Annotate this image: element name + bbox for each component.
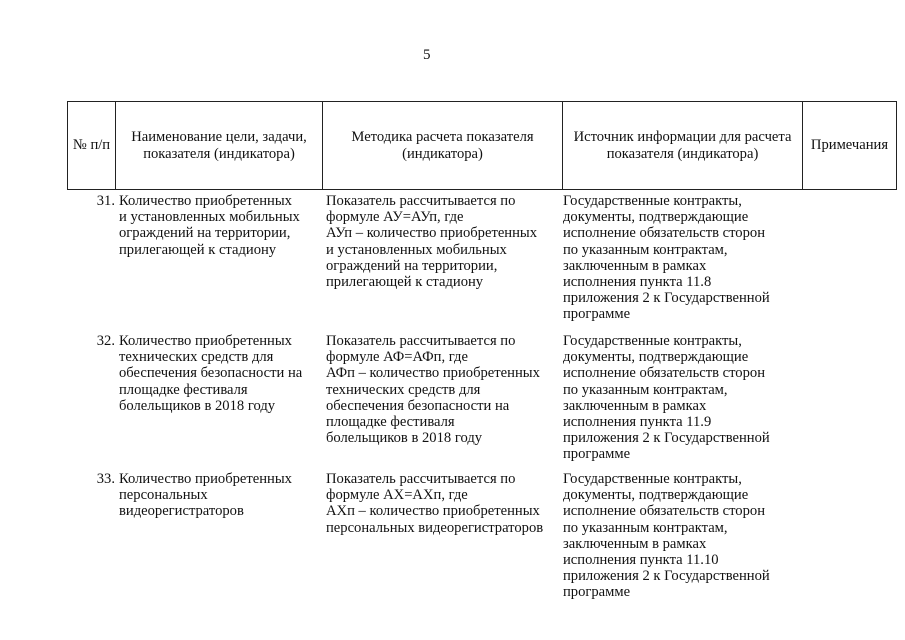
row-method-line: формуле АФ=АФп, где (326, 349, 468, 366)
row-method-line: ограждений на территории, (326, 257, 498, 274)
row-source (562, 471, 802, 611)
row-name-line: Количество приобретенных (119, 193, 292, 209)
row-method-line: АФп – количество приобретенных (326, 365, 540, 382)
row-source-line: исполнение обязательств сторон (563, 503, 766, 520)
row-source-line: по указанным контрактам, (563, 381, 728, 398)
table-body (67, 193, 892, 611)
row-note (802, 471, 892, 611)
row-method-line: технических средств для (326, 381, 481, 398)
row-source-line: программе (563, 306, 631, 323)
row-method-line: болельщиков в 2018 году (326, 430, 483, 447)
header-num: № п/п (68, 102, 116, 190)
row-name (115, 333, 322, 471)
row-source-line: исполнение обязательств сторон (563, 225, 766, 242)
header-method: Методика расчета показателя (индикатора) (323, 102, 563, 190)
row-source-line: Государственные контракты, (563, 471, 742, 487)
row-method (322, 333, 562, 471)
row-name-line: персональных (119, 487, 208, 504)
row-source-line: исполнения пункта 11.10 (563, 552, 719, 569)
row-name-line: технических средств для (119, 349, 274, 366)
header-notes: Примечания (803, 102, 897, 190)
row-source-line: приложения 2 к Государственной (563, 290, 770, 307)
row-name-line: видеорегистраторов (119, 503, 244, 520)
table-row (67, 333, 892, 471)
row-method-line: формуле АХ=АХп, где (326, 487, 468, 504)
row-name (115, 471, 322, 611)
row-name-line: прилегающей к стадиону (119, 241, 277, 258)
row-method-line: и установленных мобильных (326, 241, 507, 258)
page-number: 5 (423, 47, 431, 63)
table-header (67, 101, 897, 190)
row-name-line: Количество приобретенных (119, 471, 292, 487)
row-name-line: Количество приобретенных (119, 333, 292, 349)
row-method-line: АХп – количество приобретенных (326, 503, 540, 520)
row-method-line: Показатель рассчитывается по (326, 471, 516, 487)
row-source-line: заключенным в рамках (563, 257, 707, 274)
header-row (68, 102, 897, 190)
row-source (562, 193, 802, 333)
row-source-line: программе (563, 446, 631, 463)
row-source-line: приложения 2 к Государственной (563, 430, 770, 447)
row-source-line: исполнение обязательств сторон (563, 365, 766, 382)
table-row (67, 471, 892, 611)
row-method-line: обеспечения безопасности на (326, 397, 510, 414)
row-name-line: обеспечения безопасности на (119, 365, 303, 382)
row-method-line: персональных видеорегистраторов (326, 519, 544, 536)
row-source-line: по указанным контрактам, (563, 519, 728, 536)
row-number: 31. (96, 193, 115, 209)
table-row (67, 193, 892, 333)
row-method-line: Показатель рассчитывается по (326, 193, 516, 209)
row-source-line: по указанным контрактам, (563, 241, 728, 258)
row-note (802, 193, 892, 333)
row-name (115, 193, 322, 333)
row-source-line: заключенным в рамках (563, 397, 707, 414)
row-name-line: и установленных мобильных (119, 209, 300, 226)
row-method (322, 471, 562, 611)
row-name-line: болельщиков в 2018 году (119, 397, 276, 414)
row-source-line: Государственные контракты, (563, 193, 742, 209)
row-number: 33. (96, 471, 115, 487)
row-method-line: Показатель рассчитывается по (326, 333, 516, 349)
row-source-line: приложения 2 к Государственной (563, 568, 770, 585)
row-source-line: документы, подтверждающие (563, 349, 749, 366)
row-method-line: формуле АУ=АУп, где (326, 209, 464, 226)
row-name-line: ограждений на территории, (119, 225, 291, 242)
header-source: Источник информации для расчета показателя (индикатора) (563, 102, 803, 190)
row-source-line: документы, подтверждающие (563, 487, 749, 504)
row-method (322, 193, 562, 333)
row-source-line: исполнения пункта 11.8 (563, 274, 712, 291)
row-source-line: программе (563, 584, 631, 601)
row-source-line: исполнения пункта 11.9 (563, 414, 712, 431)
row-method-line: площадке фестиваля (326, 414, 455, 431)
row-source-line: заключенным в рамках (563, 535, 707, 552)
row-method-line: АУп – количество приобретенных (326, 225, 538, 242)
row-source (562, 333, 802, 471)
row-source-line: документы, подтверждающие (563, 209, 749, 226)
row-name-line: площадке фестиваля (119, 381, 248, 398)
row-number: 32. (96, 333, 115, 349)
header-name: Наименование цели, задачи, показателя (индикатора) (116, 102, 323, 190)
row-method-line: прилегающей к стадиону (326, 274, 484, 291)
row-note (802, 333, 892, 471)
row-source-line: Государственные контракты, (563, 333, 742, 349)
